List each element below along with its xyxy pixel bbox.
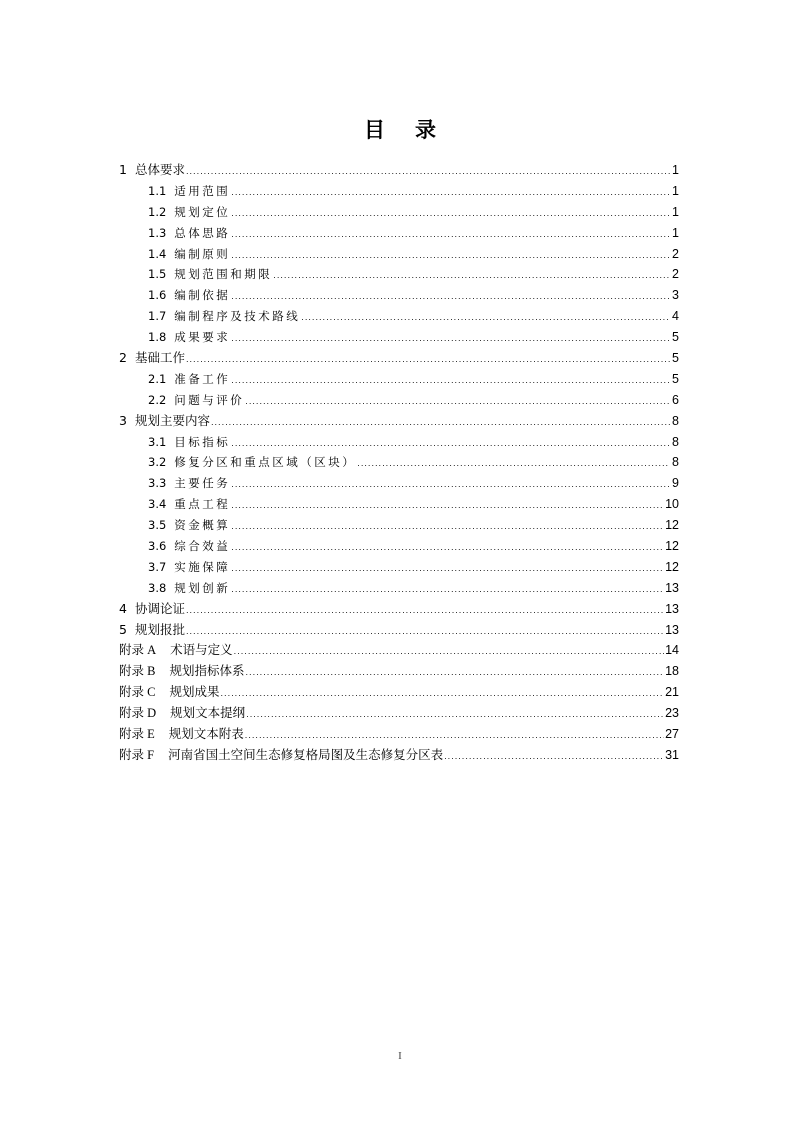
dot-leader	[231, 496, 664, 517]
toc-entry-page: 10	[665, 497, 679, 512]
dot-leader	[231, 204, 670, 225]
dot-leader	[273, 266, 670, 287]
toc-entry-page: 23	[665, 706, 679, 721]
toc-entry-label: 术语与定义	[170, 642, 233, 658]
toc-entry-label: 规划主要内容	[134, 412, 210, 428]
toc-entry-page: 12	[665, 518, 679, 533]
toc-entry[interactable]	[119, 202, 679, 223]
dot-leader	[245, 663, 664, 684]
dot-leader	[231, 225, 670, 246]
toc-entry-number: 1	[119, 162, 127, 177]
dot-leader	[231, 559, 664, 580]
toc-entry-number: 1.6	[148, 288, 167, 303]
toc-entry-number: 附录 A	[119, 643, 157, 658]
toc-entry-label: 资金概算	[174, 518, 231, 533]
toc-entry-label: 规划成果	[169, 684, 220, 700]
toc-entry-label: 规划定位	[174, 204, 231, 219]
toc-entry[interactable]	[119, 661, 679, 682]
toc-entry[interactable]	[119, 682, 679, 703]
toc-entry-number: 附录 E	[119, 727, 155, 742]
toc-entry[interactable]	[119, 620, 679, 641]
toc-entry-number: 3.7	[148, 559, 167, 574]
toc-entry-page: 12	[665, 559, 679, 574]
toc-entry-number: 1.5	[148, 267, 167, 282]
toc-entry[interactable]	[119, 369, 679, 390]
toc-entry-label: 适用范围	[174, 183, 231, 198]
dot-leader	[231, 434, 670, 455]
toc-entry[interactable]	[119, 557, 679, 578]
toc-entry-number: 3	[119, 412, 127, 428]
toc-entry-label: 规划创新	[174, 580, 231, 595]
toc-entry-page: 1	[672, 204, 679, 219]
toc-entry-number: 1.8	[148, 330, 167, 345]
toc-entry-number: 3.3	[148, 476, 167, 491]
toc-entry-label: 河南省国土空间生态修复格局图及生态修复分区表	[168, 746, 444, 762]
toc-entry[interactable]	[119, 494, 679, 515]
toc-entry[interactable]	[119, 390, 679, 411]
toc-entry-label: 规划范围和期限	[174, 267, 273, 282]
toc-entry-page: 12	[665, 539, 679, 554]
toc-entry-label: 成果要求	[174, 330, 231, 345]
toc-entry[interactable]	[119, 640, 679, 661]
toc-entry-page: 2	[672, 246, 679, 261]
dot-leader	[186, 162, 670, 183]
dot-leader	[246, 705, 664, 726]
toc-entry[interactable]	[119, 432, 679, 453]
dot-leader	[357, 454, 670, 475]
toc-entry-number: 1.1	[148, 183, 167, 198]
toc-entry-page: 8	[672, 413, 679, 428]
toc-entry-label: 综合效益	[174, 539, 231, 554]
toc-entry-page: 13	[665, 622, 679, 637]
toc-entry[interactable]	[119, 599, 679, 620]
dot-leader	[231, 246, 670, 267]
toc-entry-label: 编制原则	[174, 246, 231, 261]
dot-leader	[245, 392, 670, 413]
toc-entry-label: 规划指标体系	[169, 663, 245, 679]
toc-entry-number: 3.5	[148, 518, 167, 533]
toc-entry-label: 协调论证	[134, 600, 185, 616]
toc-entry[interactable]	[119, 724, 679, 745]
dot-leader	[301, 308, 670, 329]
toc-entry-page: 5	[672, 351, 679, 366]
toc-entry[interactable]	[119, 181, 679, 202]
toc-entry-number: 5	[119, 621, 127, 637]
toc-entry-page: 2	[672, 267, 679, 282]
dot-leader	[231, 475, 670, 496]
title-char-2: 录	[415, 118, 436, 142]
dot-leader	[231, 538, 664, 559]
toc-entry-number: 2.1	[148, 371, 167, 386]
toc-entry-page: 18	[665, 664, 679, 679]
toc-entry-number: 1.2	[148, 204, 167, 219]
dot-leader	[186, 601, 664, 622]
title-char-1: 目	[364, 118, 385, 142]
dot-leader	[245, 726, 664, 747]
toc-entry[interactable]	[119, 515, 679, 536]
toc-entry-page: 13	[665, 580, 679, 595]
toc-entry-label: 规划报批	[134, 621, 185, 637]
dot-leader	[220, 684, 664, 705]
toc-entry[interactable]	[119, 578, 679, 599]
toc-entry-label: 问题与评价	[174, 392, 245, 407]
toc-entry-page: 1	[672, 225, 679, 240]
toc-entry-page: 31	[665, 747, 679, 762]
toc-entry-number: 1.4	[148, 246, 167, 261]
toc-entry-page: 27	[665, 727, 679, 742]
toc-entry[interactable]	[119, 285, 679, 306]
dot-leader	[231, 580, 664, 601]
toc-entry-page: 13	[665, 601, 679, 616]
dot-leader	[231, 371, 670, 392]
toc-entry-page: 1	[672, 163, 679, 177]
toc-entry-label: 主要任务	[174, 476, 231, 491]
toc-entry-label: 总体思路	[174, 225, 231, 240]
toc-entry[interactable]	[119, 703, 679, 724]
dot-leader	[231, 287, 670, 308]
toc-entry-number: 3.2	[148, 455, 167, 470]
toc-entry-number: 2.2	[148, 392, 167, 407]
toc-entry-number: 3.6	[148, 539, 167, 554]
toc-entry-number: 1.3	[148, 225, 167, 240]
toc-entry[interactable]	[119, 348, 679, 369]
toc-entry-page: 5	[672, 330, 679, 345]
toc-entry[interactable]	[119, 244, 679, 265]
toc-entry-number: 3.4	[148, 497, 167, 512]
toc-entry[interactable]	[119, 264, 679, 285]
toc-entry-label: 修复分区和重点区域（区块）	[174, 455, 357, 470]
toc-entry-label: 实施保障	[174, 559, 231, 574]
toc-entry-page: 21	[665, 685, 679, 700]
toc-entry-number: 2	[119, 350, 127, 366]
toc-entry-label: 规划文本附表	[168, 726, 244, 742]
toc-entry-number: 3.8	[148, 580, 167, 595]
dot-leader	[234, 642, 664, 663]
toc-entry-page: 9	[672, 476, 679, 491]
toc-entry[interactable]	[119, 223, 679, 244]
toc-entry-number: 1.7	[148, 309, 167, 324]
toc-entry-number: 附录 F	[119, 747, 155, 762]
page-title	[0, 114, 800, 144]
toc-entry-page: 1	[672, 183, 679, 198]
toc-entry[interactable]	[119, 473, 679, 494]
dot-leader	[231, 517, 664, 538]
dot-leader	[211, 413, 670, 434]
dot-leader	[231, 329, 670, 350]
dot-leader	[444, 747, 664, 768]
toc-entry-label: 目标指标	[174, 434, 231, 449]
toc-entry-label: 重点工程	[174, 497, 231, 512]
toc-entry[interactable]	[119, 452, 679, 473]
toc-entry-label: 编制程序及技术路线	[174, 309, 301, 324]
toc-entry-number: 附录 D	[119, 706, 157, 721]
toc-entry-label: 准备工作	[174, 371, 231, 386]
toc-entry[interactable]	[119, 411, 679, 432]
toc-entry-label: 总体要求	[134, 162, 185, 177]
toc-entry[interactable]	[119, 306, 679, 327]
toc-entry-number: 附录 C	[119, 685, 156, 700]
dot-leader	[186, 350, 670, 371]
toc-entry[interactable]	[119, 745, 679, 766]
toc-entry-number: 附录 B	[119, 664, 156, 679]
toc-entry-label: 基础工作	[134, 350, 185, 366]
toc-entry-number: 3.1	[148, 434, 167, 449]
toc-entry-page: 3	[672, 288, 679, 303]
toc-entry-page: 6	[672, 392, 679, 407]
page-number: I	[398, 1050, 402, 1062]
toc-entry[interactable]	[119, 160, 679, 181]
dot-leader	[231, 183, 670, 204]
toc-entry-page: 8	[672, 434, 679, 449]
dot-leader	[186, 622, 664, 643]
toc-entry[interactable]	[119, 327, 679, 348]
toc-entry[interactable]	[119, 536, 679, 557]
toc-entry-label: 规划文本提纲	[170, 705, 246, 721]
toc-entry-page: 4	[672, 309, 679, 324]
toc-entry-label: 编制依据	[174, 288, 231, 303]
toc-entry-number: 4	[119, 600, 127, 616]
toc-entry-page: 14	[665, 643, 679, 658]
toc-entry-page: 8	[672, 455, 679, 470]
table-of-contents	[119, 160, 679, 766]
toc-entry-page: 5	[672, 371, 679, 386]
